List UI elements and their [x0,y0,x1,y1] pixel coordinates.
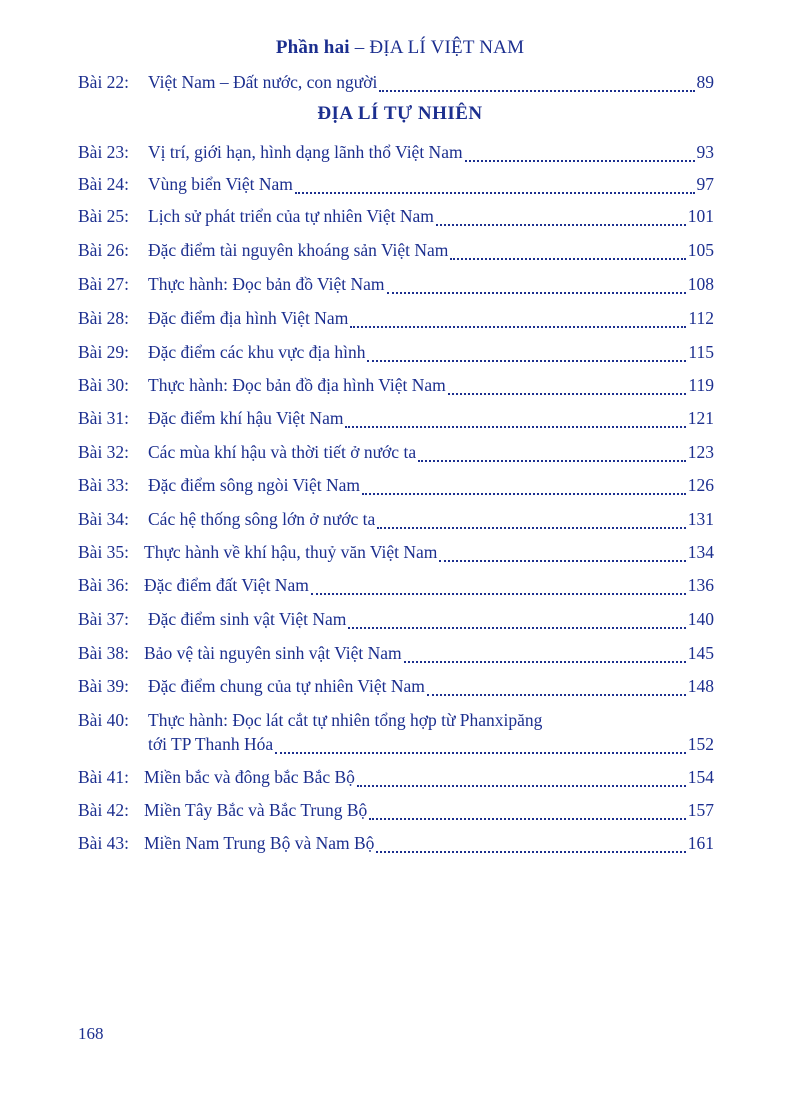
dot-leader [450,257,685,260]
lesson-title: Đặc điểm tài nguyên khoáng sản Việt Nam [148,240,449,260]
lesson-title: Đặc điểm sinh vật Việt Nam [148,609,347,629]
lesson-title: Miền Tây Bắc và Bắc Trung Bộ [144,800,368,820]
lesson-number: Bài 26: [78,240,130,260]
lesson-number: Bài 25: [78,206,130,226]
page-reference: 115 [688,342,714,362]
toc-entry-40-line2[interactable] [78,734,714,758]
lesson-title: Miền bắc và đông bắc Bắc Bộ [144,767,355,787]
toc-entry-36[interactable] [78,575,714,599]
lesson-title: Miền Nam Trung Bộ và Nam Bộ [144,833,375,853]
toc-entry-41[interactable] [78,767,714,791]
toc-entry-28[interactable] [78,308,714,332]
lesson-title: Đặc điểm chung của tự nhiên Việt Nam [148,676,425,696]
part-prefix: Phần hai [275,37,350,58]
page-reference: 140 [687,609,714,629]
page-reference: 145 [687,643,714,663]
toc-entry-34[interactable] [78,509,714,533]
dot-leader [404,660,686,663]
lesson-number: Bài 28: [78,308,130,328]
dot-leader [377,526,685,529]
lesson-number: Bài 27: [78,274,130,294]
page-reference: 105 [687,240,714,260]
lesson-title: Việt Nam – Đất nước, con người [148,72,378,92]
page-reference: 101 [687,206,714,226]
lesson-number: Bài 42: [78,800,130,820]
lesson-title-continued: tới TP Thanh Hóa [148,734,274,754]
dot-leader [275,751,686,754]
part-heading [0,37,800,59]
toc-entry-39[interactable] [78,676,714,700]
lesson-number: Bài 32: [78,442,130,462]
dot-leader [448,392,687,395]
page-number: 168 [78,1024,104,1043]
lesson-number: Bài 30: [78,375,130,395]
dot-leader [367,359,686,362]
dot-leader [295,191,695,194]
lesson-title: Bảo vệ tài nguyên sinh vật Việt Nam [144,643,402,663]
toc-entry-31[interactable] [78,408,714,432]
toc-entry-43[interactable] [78,833,714,857]
page-reference: 136 [687,575,714,595]
dot-leader [418,459,686,462]
toc-entry-26[interactable] [78,240,714,264]
toc-entry-23[interactable] [78,142,714,166]
lesson-title: Thực hành về khí hậu, thuỷ văn Việt Nam [144,542,438,562]
dot-leader [439,559,685,562]
lesson-number: Bài 29: [78,342,130,362]
dot-leader [387,291,686,294]
page-reference: 108 [687,274,714,294]
toc-entry-32[interactable] [78,442,714,466]
toc-entry-24[interactable] [78,174,714,198]
page-reference: 161 [687,833,714,853]
toc-entry-27[interactable] [78,274,714,298]
lesson-number: Bài 31: [78,408,130,428]
dot-leader [348,626,685,629]
page-reference: 123 [687,442,714,462]
lesson-title: Đặc điểm địa hình Việt Nam [148,308,349,328]
lesson-number: Bài 23: [78,142,130,162]
dot-leader [427,693,686,696]
lesson-title: Thực hành: Đọc lát cắt tự nhiên tổng hợp từ Phanxipăng [148,710,543,730]
lesson-title: Đặc điểm đất Việt Nam [144,575,309,595]
dot-leader [350,325,686,328]
toc-entry-40-line1[interactable] [78,710,714,731]
lesson-title: Lịch sử phát triển của tự nhiên Việt Nam [148,206,434,226]
lesson-number: Bài 35: [78,542,130,562]
page-reference: 97 [696,174,714,194]
lesson-number: Bài 36: [78,575,130,595]
lesson-title: Các hệ thống sông lớn ở nước ta [148,509,376,529]
toc-entry-25[interactable] [78,206,714,230]
lesson-number: Bài 37: [78,609,130,629]
toc-entry-37[interactable] [78,609,714,633]
page-reference: 148 [687,676,714,696]
lesson-title: Vị trí, giới hạn, hình dạng lãnh thổ Việt Nam [148,142,463,162]
toc-entry-38[interactable] [78,643,714,667]
page-reference: 131 [687,509,714,529]
page-reference: 89 [696,72,714,92]
toc-entry-35[interactable] [78,542,714,566]
lesson-number: Bài 39: [78,676,130,696]
page-reference: 121 [687,408,714,428]
page-reference: 93 [696,142,714,162]
toc-entry-33[interactable] [78,475,714,499]
lesson-title: Vùng biển Việt Nam [148,174,293,194]
page-reference: 126 [687,475,714,495]
lesson-number: Bài 34: [78,509,130,529]
dot-leader [465,159,695,162]
page-reference: 119 [688,375,714,395]
lesson-title: Đặc điểm các khu vực địa hình [148,342,366,362]
dot-leader [345,425,685,428]
lesson-number: Bài 24: [78,174,130,194]
lesson-number: Bài 22: [78,72,130,92]
page-reference: 134 [687,542,714,562]
dot-leader [362,492,686,495]
page-reference: 157 [687,800,714,820]
dot-leader [357,784,686,787]
page-reference: 112 [688,308,714,328]
lesson-title: Thực hành: Đọc bản đồ địa hình Việt Nam [148,375,446,395]
dot-leader [436,223,686,226]
lesson-number: Bài 41: [78,767,130,787]
page-reference: 152 [687,734,714,754]
toc-entry-42[interactable] [78,800,714,824]
toc-entry-30[interactable] [78,375,714,399]
lesson-title: Các mùa khí hậu và thời tiết ở nước ta [148,442,417,462]
lesson-title: Đặc điểm khí hậu Việt Nam [148,408,344,428]
dot-leader [369,817,685,820]
lesson-title: Đặc điểm sông ngòi Việt Nam [148,475,360,495]
dot-leader [379,89,694,92]
toc-entry-29[interactable] [78,342,714,366]
dot-leader [311,592,686,595]
toc-entry-22[interactable] [78,72,714,96]
part-title: – ĐỊA LÍ VIỆT NAM [354,37,525,58]
lesson-number: Bài 43: [78,833,130,853]
dot-leader [376,850,685,853]
section-heading: ĐỊA LÍ TỰ NHIÊN [317,103,483,124]
lesson-number: Bài 40: [78,710,130,730]
lesson-number: Bài 38: [78,643,130,663]
lesson-title: Thực hành: Đọc bản đồ Việt Nam [148,274,385,294]
lesson-number: Bài 33: [78,475,130,495]
page-reference: 154 [687,767,714,787]
